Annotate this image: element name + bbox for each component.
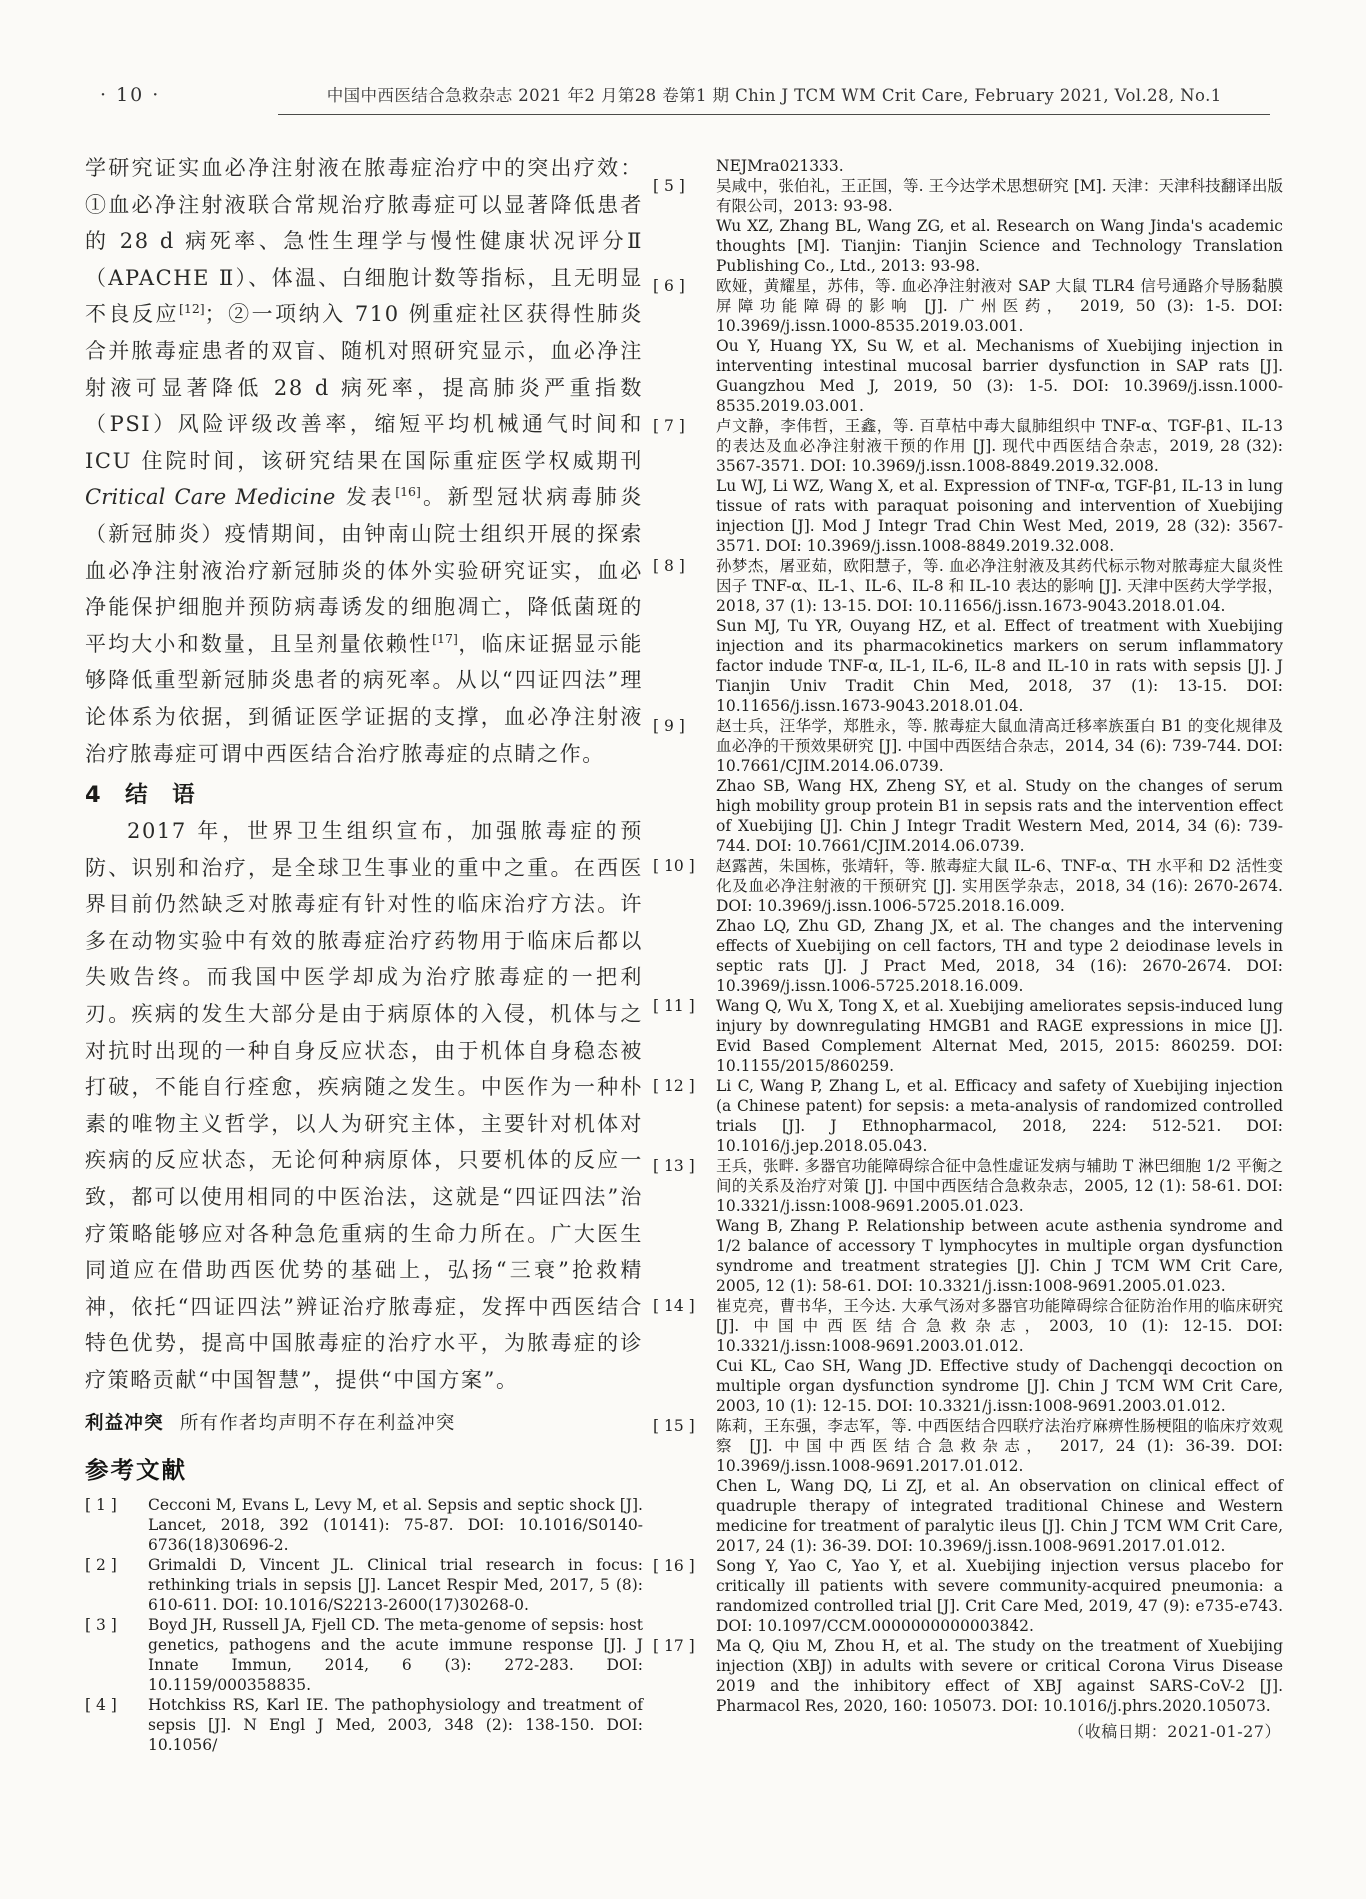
reference-item bbox=[653, 856, 1283, 996]
reference-text-zh: 赵露茜，朱国栋，张靖轩，等. 脓毒症大鼠 IL-6、TNF-α、TH 水平和 D2 活性变化及血必净注射液的干预研究 [J]. 实用医学杂志，2018, 34 (16): 2670-2674. DOI: 10.3969/j.issn.1006-5725.2018.16.009. bbox=[716, 857, 1283, 915]
body-paragraph-conclusion: 2017 年，世界卫生组织宣布，加强脓毒症的预防、识别和治疗，是全球卫生事业的重中之重。在西医界目前仍然缺乏对脓毒症有针对性的临床治疗方法。许多在动物实验中有效的脓毒症治疗药物用于临床后都以失败告终。而我国中医学却成为治疗脓毒症的一把利刃。疾病的发生大部分是由于病原体的入侵，机体与之对抗时出现的一种自身反应状态，由于机体自身稳态被打破，不能自行痊愈，疾病随之发生。中医作为一种朴素的唯物主义哲学，以人为研究主体，主要针对机体对疾病的反应状态，无论何种病原体，只要机体的反应一致，都可以使用相同的中医治法，这就是“四证四法”治疗策略能够应对各种急危重病的生命力所在。广大医生同道应在借助西医优势的基础上，弘扬“三衰”抢救精神，依托“四证四法”辨证治疗脓毒症，发挥中西医结合特色优势，提高中国脓毒症的治疗水平，为脓毒症的诊疗策略贡献“中国智慧”，提供“中国方案”。 bbox=[85, 819, 643, 1392]
reference-text-en: Lu WJ, Li WZ, Wang X, et al. Expression of TNF-α, TGF-β1, IL-13 in lung tissue of rats with paraquat poisoning and intervention of Xuebijing injection [J]. Mod J Integr Trad Chin West Med, 2019, 28 (32): 3567-3571. DOI: 10.3969/j.issn.1008-8849.2019.32.008. bbox=[716, 477, 1283, 555]
reference-body bbox=[703, 416, 1283, 556]
reference-text-en: Wu XZ, Zhang BL, Wang ZG, et al. Research on Wang Jinda's academic thoughts [M]. Tianjin: Tianjin Science and Technology Translation Publishing Co., Ltd., 2013: 93-98. bbox=[716, 217, 1283, 275]
reference-item bbox=[85, 1615, 643, 1695]
reference-text-en: Li C, Wang P, Zhang L, et al. Efficacy and safety of Xuebijing injection (a Chinese patent) for sepsis: a meta-analysis of randomized controlled trials [J]. J Ethnopharmacol, 2018, 224: 512-521. DOI: 10.1016/j.jep.2018.05.043. bbox=[716, 1077, 1283, 1155]
reference-body bbox=[135, 1695, 643, 1755]
section-heading: 4 结 语 bbox=[85, 782, 196, 809]
reference-text-zh: 王兵，张畔. 多器官功能障碍综合征中急性虚证发病与辅助 T 淋巴细胞 1/2 平衡之间的关系及治疗对策 [J]. 中国中西医结合急救杂志，2005, 12 (1): 58-61. DOI: 10.3321/j.issn:1008-9691.2005.01.023. bbox=[716, 1157, 1283, 1215]
reference-text-en: Zhao LQ, Zhu GD, Zhang JX, et al. The changes and the intervening effects of Xuebijing on cell factors, TH and type 2 deiodinase levels in septic rats [J]. J Pract Med, 2018, 34 (16): 2670-2674. DOI: 10.3969/j.issn.1006-5725.2018.16.009. bbox=[716, 917, 1283, 995]
reference-text-en: Zhao SB, Wang HX, Zheng SY, et al. Study on the changes of serum high mobility group protein B1 in sepsis rats and the intervention effect of Xuebijing [J]. Chin J Integr Tradit Western Med, 2014, 34 (6): 739-744. DOI: 10.7661/CJIM.2014.06.0739. bbox=[716, 777, 1283, 855]
reference-number: [ 9 ] bbox=[653, 717, 685, 735]
reference-text-en: NEJMra021333. bbox=[716, 157, 844, 175]
reference-number: [ 1 ] bbox=[85, 1495, 117, 1514]
reference-text-zh: 赵士兵，汪华学，郑胜永，等. 脓毒症大鼠血清高迁移率族蛋白 B1 的变化规律及血必净的干预效果研究 [J]. 中国中西医结合杂志，2014, 34 (6): 739-744. DOI: 10.7661/CJIM.2014.06.0739. bbox=[716, 717, 1283, 775]
references-heading: 参考文献 bbox=[85, 1455, 187, 1484]
reference-body bbox=[703, 716, 1283, 856]
reference-body bbox=[703, 556, 1283, 716]
body-paragraph-continuation: 学研究证实血必净注射液在脓毒症治疗中的突出疗效：①血必净注射液联合常规治疗脓毒症可以显著降低患者的 28 d 病死率、急性生理学与慢性健康状况评分Ⅱ（APACHE Ⅱ）、体温、白细胞计数等指标，且无明显不良反应[12]；②一项纳入 710 例重症社区获得性肺炎合并脓毒症患者的双盲、随机对照研究显示，血必净注射液可显著降低 28 d 病死率，提高肺炎严重指数（PSI）风险评级改善率，缩短平均机械通气时间和 ICU 住院时间，该研究结果在国际重症医学权威期刊 Critical Care Medicine 发表[16]。新型冠状病毒肺炎（新冠肺炎）疫情期间，由钟南山院士组织开展的探索血必净注射液治疗新冠肺炎的体外实验研究证实，血必净能保护细胞并预防病毒诱发的细胞凋亡，降低菌斑的平均大小和数量，且呈剂量依赖性[17]，临床证据显示能够降低重型新冠肺炎患者的病死率。从以“四证四法”理论体系为依据，到循证医学证据的支撑，血必净注射液治疗脓毒症可谓中西医结合治疗脓毒症的点睛之作。 bbox=[85, 156, 643, 766]
reference-text-en: Wang Q, Wu X, Tong X, et al. Xuebijing ameliorates sepsis-induced lung injury by downregulating HMGB1 and RAGE expressions in mice [J]. Evid Based Complement Alternat Med, 2015, 2015: 860259. DOI: 10.1155/2015/860259. bbox=[716, 997, 1283, 1075]
reference-text-en: Song Y, Yao C, Yao Y, et al. Xuebijing injection versus placebo for critically ill patients with severe community-acquired pneumonia: a randomized controlled trial [J]. Crit Care Med, 2019, 47 (9): e735-e743. DOI: 10.1097/CCM.0000000000003842. bbox=[716, 1557, 1283, 1635]
citation-superscript: [16] bbox=[395, 484, 421, 500]
reference-number: [ 3 ] bbox=[85, 1615, 117, 1634]
reference-text-en: Chen L, Wang DQ, Li ZJ, et al. An observation on clinical effect of quadruple therapy of integrated traditional Chinese and Western medicine for treatment of paralytic ileus [J]. Chin J TCM WM Crit Care, 2017, 24 (1): 36-39. DOI: 10.3969/j.issn.1008-9691.2017.01.012. bbox=[716, 1477, 1283, 1555]
reference-item bbox=[653, 1556, 1283, 1636]
reference-text-zh: 崔克亮，曹书华，王今达. 大承气汤对多器官功能障碍综合征防治作用的临床研究 [J]. 中国中西医结合急救杂志，2003, 10 (1): 12-15. DOI: 10.3321/j.issn:1008-9691.2003.01.012. bbox=[716, 1297, 1283, 1355]
reference-number: [ 8 ] bbox=[653, 557, 685, 575]
reference-number: [ 13 ] bbox=[653, 1157, 695, 1175]
reference-item bbox=[653, 1156, 1283, 1296]
reference-item bbox=[653, 1636, 1283, 1716]
reference-body bbox=[703, 856, 1283, 996]
reference-number: [ 14 ] bbox=[653, 1297, 695, 1315]
reference-body bbox=[135, 1555, 643, 1615]
reference-text-zh: 吴咸中，张伯礼，王正国，等. 王今达学术思想研究 [M]. 天津：天津科技翻译出版有限公司，2013: 93-98. bbox=[716, 177, 1283, 215]
reference-item bbox=[653, 1416, 1283, 1556]
reference-body bbox=[703, 1416, 1283, 1556]
reference-number: [ 12 ] bbox=[653, 1077, 695, 1095]
citation-superscript: [12] bbox=[179, 301, 205, 317]
journal-title-line: 中国中西医结合急救杂志 2021 年2 月第28 卷第1 期 Chin J TCM WM Crit Care, February 2021, Vol.28, No.1 bbox=[278, 82, 1270, 115]
reference-text-en: Boyd JH, Russell JA, Fjell CD. The meta-genome of sepsis: host genetics, pathogens and the acute immune response [J]. J Innate Immun, 2014, 6 (3): 272-283. DOI: 10.1159/000358835. bbox=[148, 1615, 643, 1694]
reference-body bbox=[703, 1636, 1283, 1716]
reference-text-en: Grimaldi D, Vincent JL. Clinical trial research in focus: rethinking trials in sepsis [J]. Lancet Respir Med, 2017, 5 (8): 610-611. DOI: 10.1016/S2213-2600(17)30268-0. bbox=[148, 1555, 643, 1614]
reference-text-zh: 卢文静，李伟哲，王鑫，等. 百草枯中毒大鼠肺组织中 TNF-α、TGF-β1、IL-13 的表达及血必净注射液干预的作用 [J]. 现代中西医结合杂志，2019, 28 (32): 3567-3571. DOI: 10.3969/j.issn.1008-8849.2019.32.008. bbox=[716, 417, 1283, 475]
reference-text-en: Wang B, Zhang P. Relationship between acute asthenia syndrome and 1/2 balance of accessory T lymphocytes in multiple organ dysfunction syndrome and treatment strategies [J]. Chin J TCM WM Crit Care, 2005, 12 (1): 58-61. DOI: 10.3321/j.issn:1008-9691.2005.01.023. bbox=[716, 1217, 1283, 1295]
conflict-text: 所有作者均声明不存在利益冲突 bbox=[179, 1412, 456, 1434]
reference-body bbox=[703, 1296, 1283, 1416]
reference-number: [ 6 ] bbox=[653, 277, 685, 295]
right-column bbox=[653, 156, 1283, 1742]
conflict-statement bbox=[85, 1409, 643, 1435]
reference-item bbox=[653, 716, 1283, 856]
reference-number: [ 10 ] bbox=[653, 857, 695, 875]
reference-text-zh: 陈莉，王东强，李志军，等. 中西医结合四联疗法治疗麻痹性肠梗阻的临床疗效观察 [J]. 中国中西医结合急救杂志， 2017, 24 (1): 36-39. DOI: 10.3969/j.issn.1008-9691.2017.01.012. bbox=[716, 1417, 1283, 1475]
reference-number: [ 4 ] bbox=[85, 1695, 117, 1714]
citation-superscript: [17] bbox=[432, 630, 458, 646]
reference-body bbox=[135, 1495, 643, 1555]
reference-number: [ 5 ] bbox=[653, 177, 685, 195]
reference-text-en: Hotchkiss RS, Karl IE. The pathophysiology and treatment of sepsis [J]. N Engl J Med, 2003, 348 (2): 138-150. DOI: 10.1056/ bbox=[148, 1695, 643, 1754]
reference-body bbox=[703, 1156, 1283, 1296]
reference-item bbox=[85, 1495, 643, 1555]
reference-text-en: Sun MJ, Tu YR, Ouyang HZ, et al. Effect of treatment with Xuebijing injection and its pharmacokinetics markers on serum inflammatory factor indude TNF-α, IL-1, IL-6, IL-8 and IL-10 in rats with sepsis [J]. J Tianjin Univ Tradit Chin Med, 2018, 37 (1): 13-15. DOI: 10.11656/j.issn.1673-9043.2018.01.04. bbox=[716, 617, 1283, 715]
reference-text-en: Ou Y, Huang YX, Su W, et al. Mechanisms of Xuebijing injection in interventing intestinal mucosal barrier dysfunction in SAP rats [J]. Guangzhou Med J, 2019, 50 (3): 1-5. DOI: 10.3969/j.issn.1000-8535.2019.03.001. bbox=[716, 337, 1283, 415]
reference-number: [ 17 ] bbox=[653, 1637, 695, 1655]
reference-number: [ 11 ] bbox=[653, 997, 695, 1015]
reference-item bbox=[85, 1695, 643, 1755]
reference-item bbox=[85, 1555, 643, 1615]
reference-item bbox=[653, 416, 1283, 556]
reference-body bbox=[703, 1556, 1283, 1636]
reference-item bbox=[653, 276, 1283, 416]
reference-item bbox=[653, 1076, 1283, 1156]
received-date: （收稿日期：2021-01-27） bbox=[1068, 1722, 1281, 1741]
conflict-label: 利益冲突 bbox=[85, 1412, 164, 1434]
reference-item bbox=[653, 556, 1283, 716]
reference-number: [ 16 ] bbox=[653, 1557, 695, 1575]
reference-number: [ 7 ] bbox=[653, 417, 685, 435]
reference-body bbox=[703, 156, 1283, 176]
reference-list-left bbox=[85, 1495, 643, 1755]
reference-body bbox=[135, 1615, 643, 1695]
reference-body bbox=[703, 276, 1283, 416]
reference-item bbox=[653, 176, 1283, 276]
reference-text-zh: 欧娅，黄耀星，苏伟，等. 血必净注射液对 SAP 大鼠 TLR4 信号通路介导肠黏膜屏障功能障碍的影响 [J]. 广州医药， 2019, 50 (3): 1-5. DOI: 10.3969/j.issn.1000-8535.2019.03.001. bbox=[716, 277, 1283, 335]
reference-item bbox=[653, 156, 1283, 176]
reference-text-zh: 孙梦杰，屠亚茹，欧阳慧子，等. 血必净注射液及其药代标示物对脓毒症大鼠炎性因子 TNF-α、IL-1、IL-6、IL-8 和 IL-10 表达的影响 [J]. 天津中医药大学学报，2018, 37 (1): 13-15. DOI: 10.11656/j.issn.1673-9043.2018.01.04. bbox=[716, 557, 1283, 615]
reference-body bbox=[703, 1076, 1283, 1156]
reference-body bbox=[703, 176, 1283, 276]
italic-journal-name: Critical Care Medicine bbox=[85, 485, 336, 510]
reference-number: [ 2 ] bbox=[85, 1555, 117, 1574]
reference-item bbox=[653, 996, 1283, 1076]
reference-body bbox=[703, 996, 1283, 1076]
reference-item bbox=[653, 1296, 1283, 1416]
reference-text-en: Cecconi M, Evans L, Levy M, et al. Sepsis and septic shock [J]. Lancet, 2018, 392 (10141): 75-87. DOI: 10.1016/S0140-6736(18)30696-2. bbox=[148, 1495, 643, 1554]
reference-text-en: Cui KL, Cao SH, Wang JD. Effective study of Dachengqi decoction on multiple organ dysfunction syndrome [J]. Chin J TCM WM Crit Care, 2003, 10 (1): 12-15. DOI: 10.3321/j.issn:1008-9691.2003.01.012. bbox=[716, 1357, 1283, 1415]
page-number: · 10 · bbox=[100, 84, 161, 106]
reference-text-en: Ma Q, Qiu M, Zhou H, et al. The study on the treatment of Xuebijing injection (XBJ) in adults with severe or critical Corona Virus Disease 2019 and the inhibitory effect of XBJ against SARS-CoV-2 [J]. Pharmacol Res, 2020, 160: 105073. DOI: 10.1016/j.phrs.2020.105073. bbox=[716, 1637, 1283, 1715]
reference-list-right bbox=[653, 156, 1283, 1716]
reference-number: [ 15 ] bbox=[653, 1417, 695, 1435]
left-column bbox=[85, 150, 643, 1755]
page-header bbox=[100, 82, 1270, 115]
